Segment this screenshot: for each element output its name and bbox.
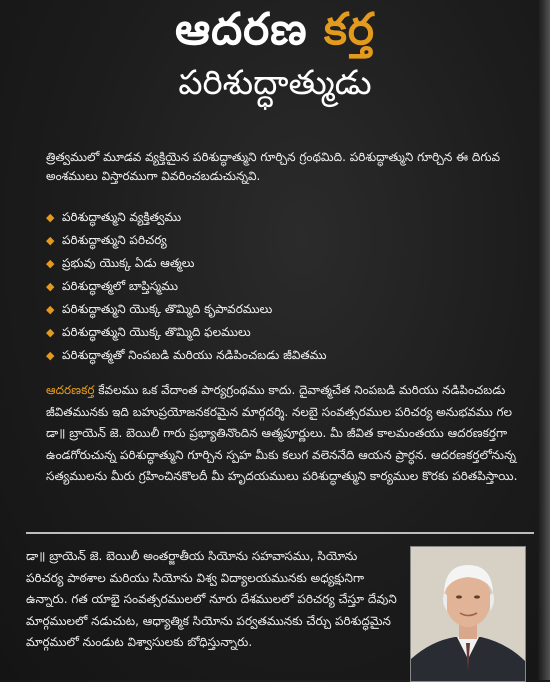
- topic-item: [46, 321, 516, 344]
- author-portrait-image: [411, 547, 525, 681]
- author-bio: డా॥ బ్రాయెన్ జె. బెయిలీ అంతర్జాతీయ సియోను సహవాసము, సియోను పరిచర్య పాఠశాల మరియు సియోను విశ్వ విద్యాలయమునకు అధ్యక్షునిగా ఉన్నారు. గత యాభై సంవత్సరములలో నూరు దేశములలో పరిచర్య చేస్తూ దేవుని మార్గములలో నడుచుట, ఆధ్యాత్మిక సియోను పర్వతమునకు చేర్చు పరిశుద్ధమైన మార్గములో నుండుట విశ్వాసులకు బోధిస్తున్నారు.: [26, 549, 397, 650]
- book-title: [0, 4, 550, 56]
- topic-label: పరిశుద్ధాత్మతో నింపబడి మరియు నడిపించబడు జీవితము: [62, 348, 327, 362]
- topic-item: [46, 252, 516, 275]
- diamond-bullet-icon: ◆: [46, 303, 55, 316]
- description-text: కేవలము ఒక వేదాంత పార్యగ్రంథము కాదు. దైవాత్మచేత నింపబడి మరియు నడిపించబడు జీవితమునకు ఇది బహుప్రయోజనకరమైన మార్గదర్శి. నలబై సంవత్సరముల పరిచర్య అనుభవము గల డా॥ బ్రాయెన్ జె. బెయిలీ గారు ప్రభ్యాతినొందిన ఆత్మపూర్ణులు. మీ జీవిత కాలమంతయు ఆదరణకర్తగా ఉండగోరుచున్న పరిశుద్ధాత్ముని గూర్చిన స్పహ మీకు కలుగ వలెననేది ఆయన ప్రార్ధన. ఆదరణకర్తలోనున్న సత్యములను మీరు గ్రహించినకొలదీ మీ హృదయములు పరిశుద్ధాత్ముని కార్యముల కొరకు పరితపిస్తాయి.: [46, 383, 518, 484]
- topic-label: పరిశుద్ధాత్ముని యొక్క తొమ్మిది ఫలములు: [62, 325, 251, 339]
- book-title-part2: కర్త: [323, 4, 375, 55]
- author-photo: [410, 546, 526, 682]
- topic-item: [46, 229, 516, 252]
- topic-label: పరిశుద్ధాత్ముని యొక్క తొమ్మిది కృపావరములు: [62, 302, 273, 316]
- section-divider: [26, 532, 534, 534]
- topic-label: పరిశుద్ధాత్ముని వ్యక్తిత్వము: [62, 210, 182, 224]
- topic-label: పరిశుద్ధాత్ముని పరిచర్య: [62, 233, 167, 247]
- diamond-bullet-icon: ◆: [46, 211, 55, 224]
- topic-label: పరిశుద్ధాత్మలో బాప్తిస్మము: [62, 279, 179, 293]
- diamond-bullet-icon: ◆: [46, 280, 55, 293]
- topic-item: [46, 206, 516, 229]
- description-highlight: ఆదరణకర్త: [46, 383, 95, 397]
- diamond-bullet-icon: ◆: [46, 234, 55, 247]
- topic-list: [46, 206, 516, 367]
- diamond-bullet-icon: ◆: [46, 257, 55, 270]
- intro-paragraph: త్రిత్వములో మూడవ వ్యక్తియైన పరిశుద్ధాత్ముని గూర్చిన గ్రంథమిది. పరిశుద్ధాత్ముని గూర్చిన ఈ దిగువ అంశములు విస్తారముగా వివరించబడుచున్నవి.: [46, 150, 501, 183]
- book-subtitle: పరిశుద్ధాత్ముడు: [178, 63, 372, 103]
- topic-item: [46, 344, 516, 367]
- diamond-bullet-icon: ◆: [46, 349, 55, 362]
- description-paragraph: [46, 380, 522, 488]
- topic-item: [46, 298, 516, 321]
- book-title-part1: ఆదరణ: [174, 4, 308, 55]
- topic-label: ప్రభువు యొక్క ఏడు ఆత్మలు: [62, 256, 195, 270]
- diamond-bullet-icon: ◆: [46, 326, 55, 339]
- topic-item: [46, 275, 516, 298]
